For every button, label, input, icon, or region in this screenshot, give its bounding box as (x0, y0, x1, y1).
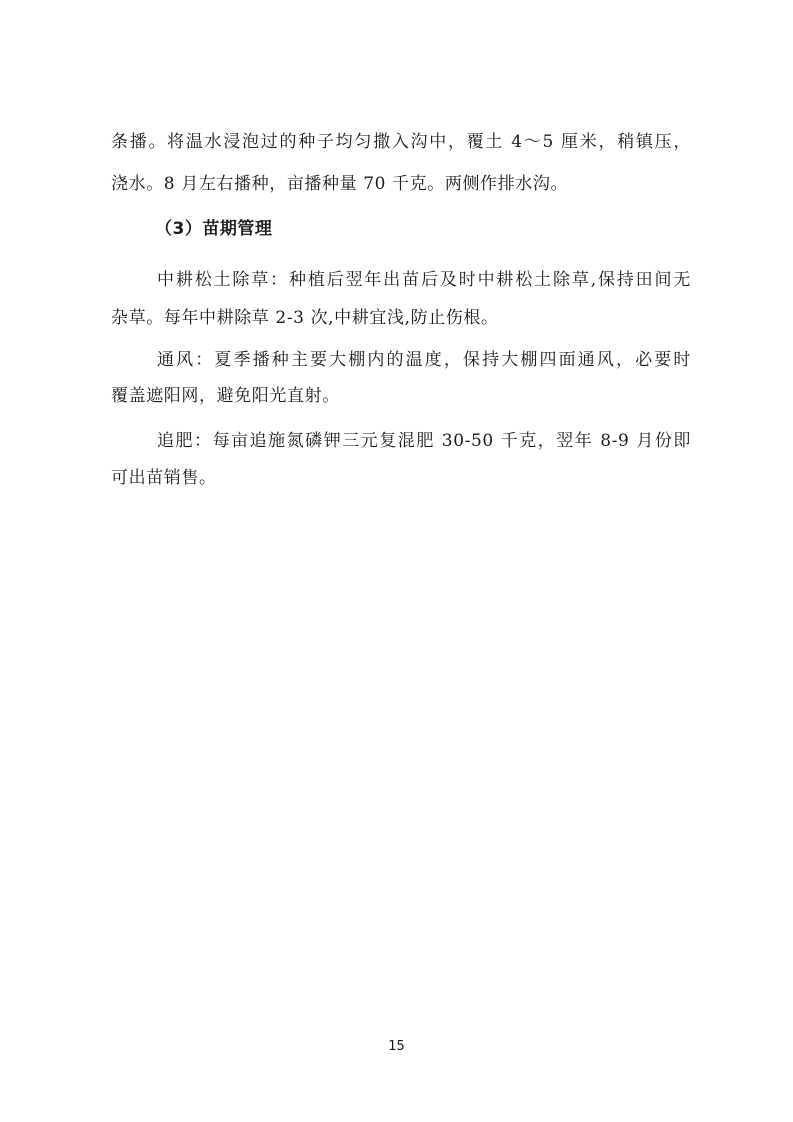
section-heading: （3）苗期管理 (155, 219, 273, 239)
paragraph-4-line-2: 可出苗销售。 (111, 468, 217, 488)
paragraph-1-line-1: 条播。将温水浸泡过的种子均匀撒入沟中，覆土 4～5 厘米，稍镇压， (111, 132, 691, 152)
page-number: 15 (388, 1039, 405, 1054)
paragraph-4-line-1: 追肥：每亩追施氮磷钾三元复混肥 30-50 千克，翌年 8-9 月份即 (157, 431, 691, 451)
paragraph-3-line-1: 通风：夏季播种主要大棚内的温度，保持大棚四面通风，必要时 (157, 350, 691, 370)
paragraph-3-line-2: 覆盖遮阳网，避免阳光直射。 (111, 386, 340, 406)
paragraph-2-line-1: 中耕松土除草：种植后翌年出苗后及时中耕松土除草,保持田间无 (157, 270, 691, 290)
paragraph-1-line-2: 浇水。8 月左右播种，亩播种量 70 千克。两侧作排水沟。 (111, 174, 569, 194)
paragraph-2-line-2: 杂草。每年中耕除草 2-3 次,中耕宜浅,防止伤根。 (111, 308, 499, 328)
